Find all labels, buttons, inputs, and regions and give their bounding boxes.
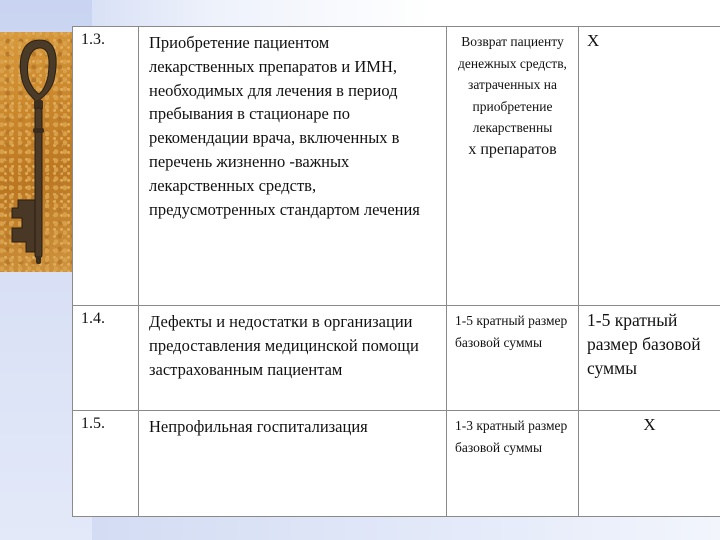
row-number: 1.3. (73, 27, 139, 306)
fine-cell: X (579, 27, 720, 306)
table-row (73, 411, 720, 517)
violation-description: Приобретение пациентом лекарственных препаратов и ИМН, необходимых для лечения в период пребывания в стационаре по рекомендации врача, включенных в перечень жизненно -важных лекарственных средств, предусмотренных стандартом лечения (139, 27, 447, 306)
sanctions-table (72, 26, 720, 517)
table-row (73, 27, 720, 306)
fine-cell: 1-5 кратный размер базовой суммы (579, 306, 720, 411)
sanction-text: Возврат пациенту денежных средств, затраченных на приобретение лекарственны (458, 34, 567, 135)
violation-description: Дефекты и недостатки в организации предоставления медицинской помощи застрахованным пациентам (139, 306, 447, 411)
bottom-decor-band (92, 516, 720, 540)
row-number: 1.4. (73, 306, 139, 411)
row-number: 1.5. (73, 411, 139, 517)
sanction-cell: 1-5 кратный размер базовой суммы (447, 306, 579, 411)
violation-description: Непрофильная госпитализация (139, 411, 447, 517)
fine-cell: X (579, 411, 720, 517)
table-row (73, 306, 720, 411)
sanction-text-tail: х препаратов (468, 140, 557, 158)
sanction-cell: 1-3 кратный размер базовой суммы (447, 411, 579, 517)
old-key-icon (0, 32, 76, 272)
sanction-cell (447, 27, 579, 306)
top-decor-band (0, 0, 720, 26)
